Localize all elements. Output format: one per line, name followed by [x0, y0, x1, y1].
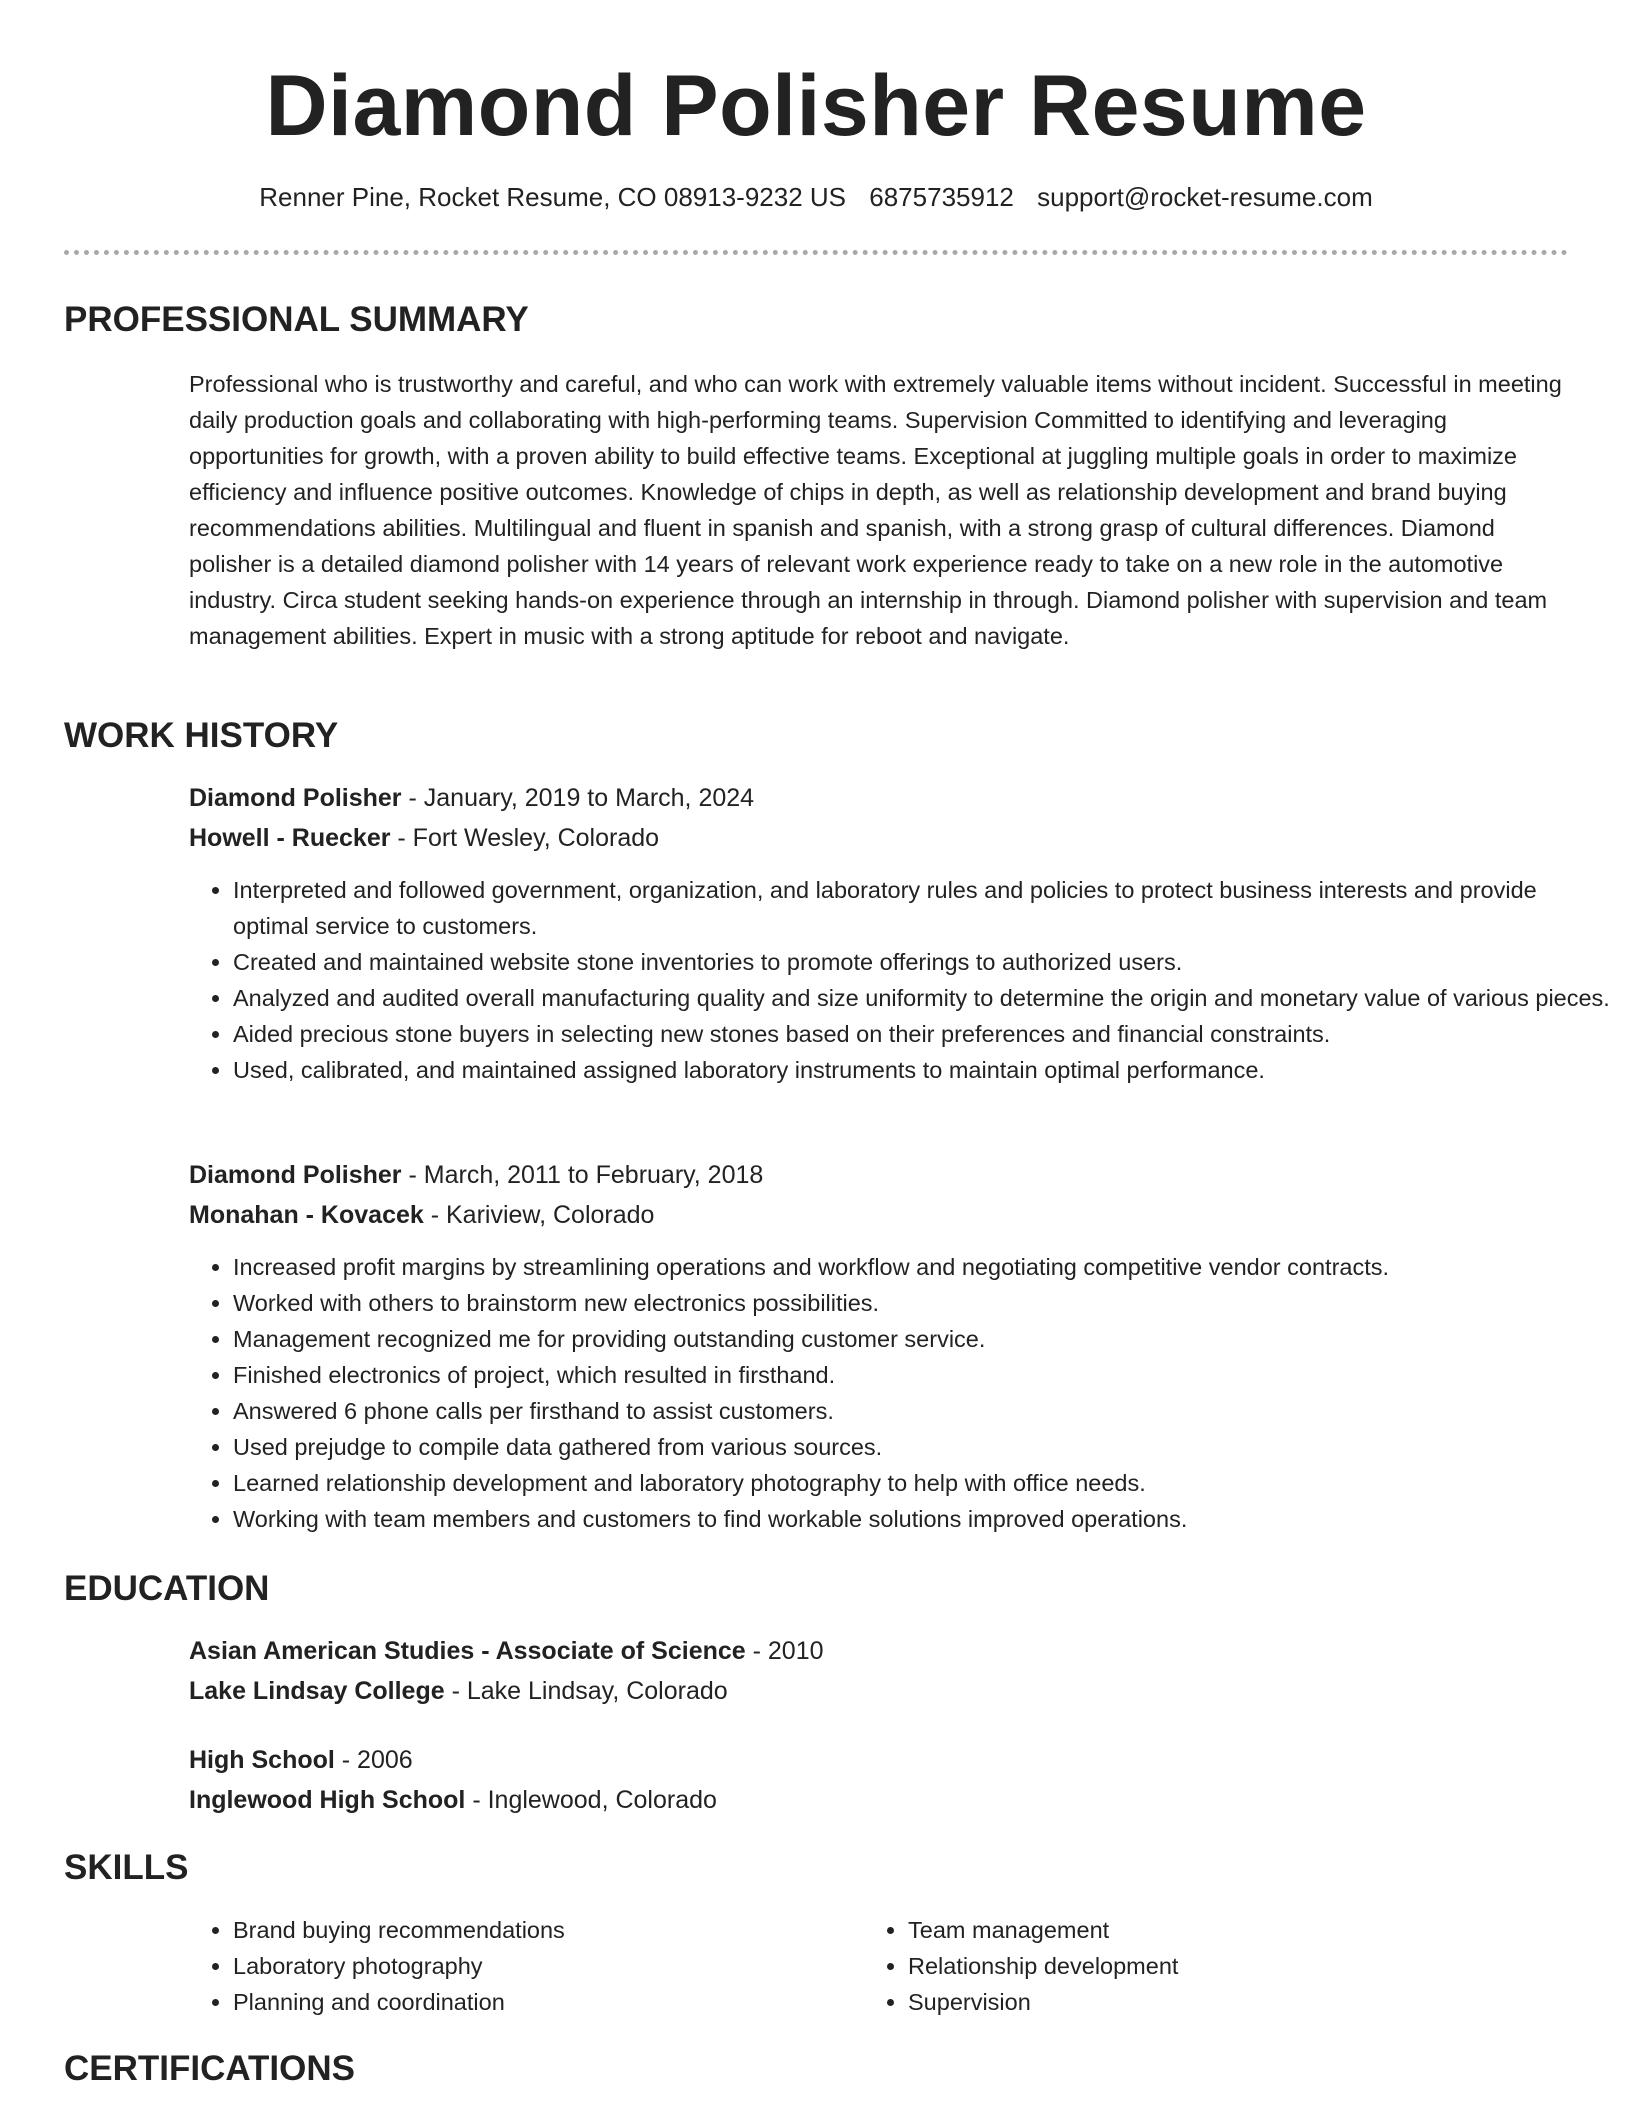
- list-item: • Used prejudge to compile data gathered from various sources.: [233, 1429, 1613, 1465]
- list-item: • Aided precious stone buyers in selecting new stones based on their preferences and financial constraints.: [233, 1016, 1613, 1052]
- list-item: • Worked with others to brainstorm new electronics possibilities.: [233, 1285, 1613, 1321]
- list-item: • Relationship development: [908, 1948, 1528, 1984]
- job-2-company-line: [189, 1197, 654, 1233]
- section-title-certifications: CERTIFICATIONS: [64, 2049, 356, 2088]
- education-2-degree: High School: [189, 1746, 335, 1774]
- education-1-school-line: [189, 1673, 728, 1709]
- contact-phone: 6875735912: [869, 182, 1014, 212]
- job-1-role: Diamond Polisher: [189, 784, 402, 812]
- education-1-degree: Asian American Studies - Associate of Science: [189, 1637, 746, 1665]
- list-item: • Answered 6 phone calls per firsthand to assist customers.: [233, 1393, 1613, 1429]
- job-1-dates: - January, 2019 to March, 2024: [401, 784, 755, 812]
- list-item: • Finished electronics of project, which resulted in firsthand.: [233, 1357, 1613, 1393]
- skills-list-left: [189, 1912, 853, 2020]
- list-item: • Laboratory photography: [233, 1948, 853, 1984]
- contact-email[interactable]: support@rocket-resume.com: [1037, 182, 1373, 212]
- job-1-company: Howell - Ruecker: [189, 824, 391, 852]
- skills-list-right: [864, 1912, 1528, 2020]
- education-2-degree-line: [189, 1742, 413, 1778]
- list-item: • Created and maintained website stone inventories to promote offerings to authorized users.: [233, 944, 1613, 980]
- education-1-school: Lake Lindsay College: [189, 1677, 445, 1705]
- education-2-school: Inglewood High School: [189, 1786, 466, 1814]
- list-item: • Brand buying recommendations: [233, 1912, 853, 1948]
- job-1-title-line: [189, 780, 754, 816]
- list-item: • Learned relationship development and laboratory photography to help with office needs.: [233, 1465, 1613, 1501]
- job-2-title-line: [189, 1157, 763, 1193]
- education-1-year: - 2010: [745, 1637, 824, 1665]
- list-item: • Analyzed and audited overall manufacturing quality and size uniformity to determine the origin and monetary value of various pieces.: [233, 980, 1613, 1016]
- job-1-company-line: [189, 820, 659, 856]
- section-title-education: EDUCATION: [64, 1569, 270, 1608]
- job-1-location: - Fort Wesley, Colorado: [390, 824, 660, 852]
- list-item: • Supervision: [908, 1984, 1528, 2020]
- job-2-location: - Kariview, Colorado: [423, 1201, 655, 1229]
- list-item: • Team management: [908, 1912, 1528, 1948]
- header-divider: [64, 250, 1568, 255]
- list-item: • Working with team members and customers to find workable solutions improved operations.: [233, 1501, 1613, 1537]
- education-2-location: - Inglewood, Colorado: [465, 1786, 717, 1814]
- list-item: • Planning and coordination: [233, 1984, 853, 2020]
- job-2-company: Monahan - Kovacek: [189, 1201, 424, 1229]
- list-item: • Interpreted and followed government, organization, and laboratory rules and policies to protect business interests and provide optimal service to customers.: [233, 872, 1613, 944]
- education-2-school-line: [189, 1782, 717, 1818]
- section-title-summary: PROFESSIONAL SUMMARY: [64, 300, 529, 339]
- education-1-location: - Lake Lindsay, Colorado: [444, 1677, 728, 1705]
- contact-line: [0, 180, 1632, 214]
- job-2-bullets: [189, 1249, 1613, 1537]
- section-title-skills: SKILLS: [64, 1848, 189, 1887]
- list-item: • Management recognized me for providing outstanding customer service.: [233, 1321, 1613, 1357]
- list-item: • Increased profit margins by streamlining operations and workflow and negotiating competitive vendor contracts.: [233, 1249, 1613, 1285]
- section-title-work-history: WORK HISTORY: [64, 716, 339, 755]
- summary-text: Professional who is trustworthy and careful, and who can work with extremely valuable items without incident. Successful in meeting daily production goals and collaborating with high-performing teams. Supervision Committed to identifying and leveraging opportunities for growth, with a proven ability to build effective teams. Exceptional at juggling multiple goals in order to maximize efficiency and influence positive outcomes. Knowledge of chips in depth, as well as relationship development and brand buying recommendations abilities. Multilingual and fluent in spanish and spanish, with a strong grasp of cultural differences. Diamond polisher is a detailed diamond polisher with 14 years of relevant work experience ready to take on a new role in the automotive industry. Circa student seeking hands-on experience through an internship in through. Diamond polisher with supervision and team management abilities. Expert in music with a strong aptitude for reboot and navigate.: [189, 371, 1562, 649]
- list-item: • Used, calibrated, and maintained assigned laboratory instruments to maintain optimal performance.: [233, 1052, 1613, 1088]
- job-2-role: Diamond Polisher: [189, 1161, 402, 1189]
- job-1-bullets: [189, 872, 1613, 1088]
- contact-address: Renner Pine, Rocket Resume, CO 08913-9232 US: [259, 182, 847, 212]
- job-2-dates: - March, 2011 to February, 2018: [401, 1161, 764, 1189]
- resume-title: Diamond Polisher Resume: [265, 58, 1367, 154]
- education-1-degree-line: [189, 1633, 824, 1669]
- education-2-year: - 2006: [334, 1746, 413, 1774]
